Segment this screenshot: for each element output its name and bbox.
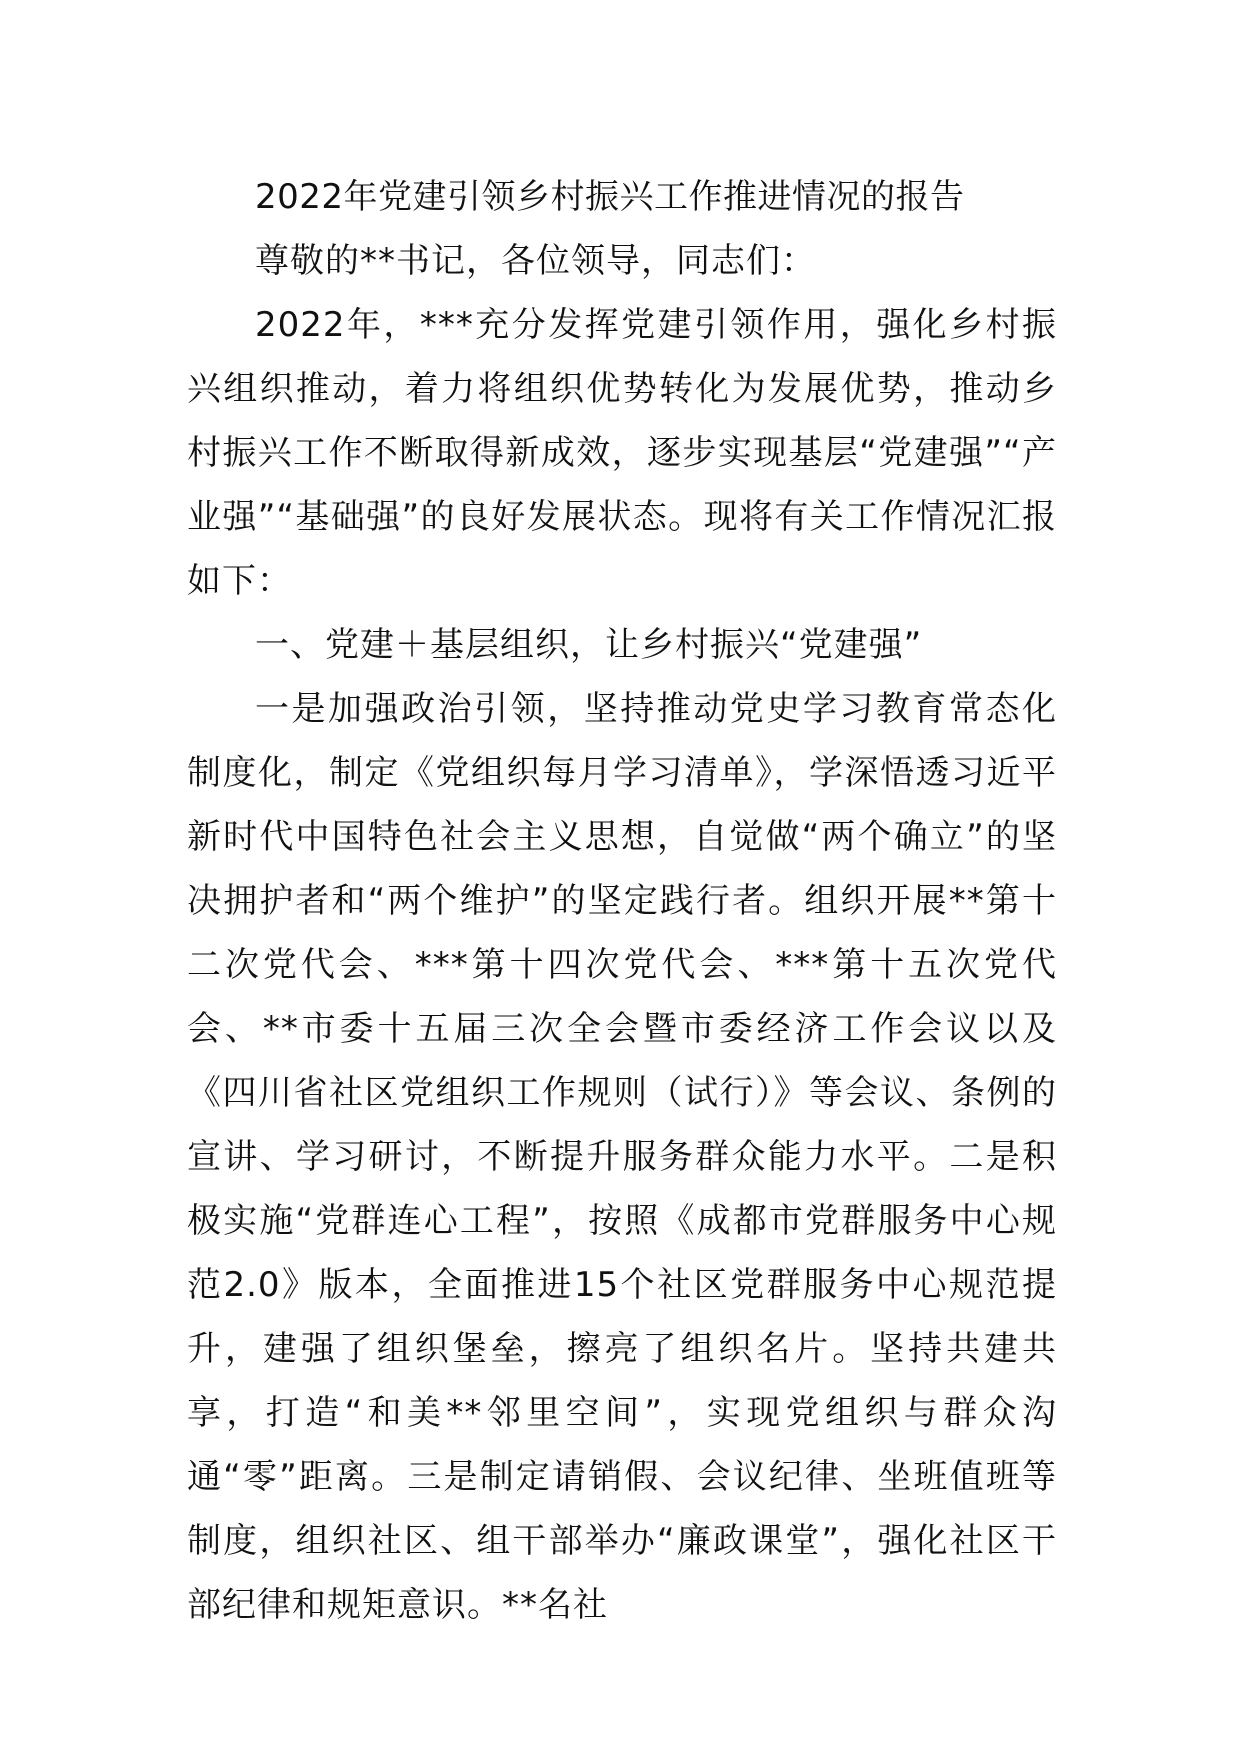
section-body-paragraph: 一是加强政治引领，坚持推动党史学习教育常态化制度化，制定《党组织每月学习清单》，学深悟透习近平新时代中国特色社会主义思想，自觉做“两个确立”的坚决拥护者和“两个维护”的坚定践行者。组织开展**第十二次党代会、***第十四次党代会、***第十五次党代会、**市委十五届三次全会暨市委经济工作会议以及《四川省社区党组织工作规则（试行）》等会议、条例的宣讲、学习研讨，不断提升服务群众能力水平。二是积极实施“党群连心工程”，按照《成都市党群服务中心规范2.0》版本，全面推进15个社区党群服务中心规范提升，建强了组织堡垒，擦亮了组织名片。坚持共建共享，打造“和美**邻里空间”，实现党组织与群众沟通“零”距离。三是制定请销假、会议纪律、坐班值班等制度，组织社区、组干部举办“廉政课堂”，强化社区干部纪律和规矩意识。**名社 xyxy=(187,689,1057,1625)
salutation: 尊敬的**书记，各位领导，同志们： xyxy=(255,241,816,281)
section-heading: 一、党建＋基层组织，让乡村振兴“党建强” xyxy=(255,625,923,665)
document-title: 2022年党建引领乡村振兴工作推进情况的报告 xyxy=(255,177,965,217)
document-body xyxy=(187,165,1057,1637)
intro-paragraph: 2022年，***充分发挥党建引领作用，强化乡村振兴组织推动，着力将组织优势转化为发展优势，推动乡村振兴工作不断取得新成效，逐步实现基层“党建强”“产业强”“基础强”的良好发展状态。现将有关工作情况汇报如下： xyxy=(187,305,1057,601)
